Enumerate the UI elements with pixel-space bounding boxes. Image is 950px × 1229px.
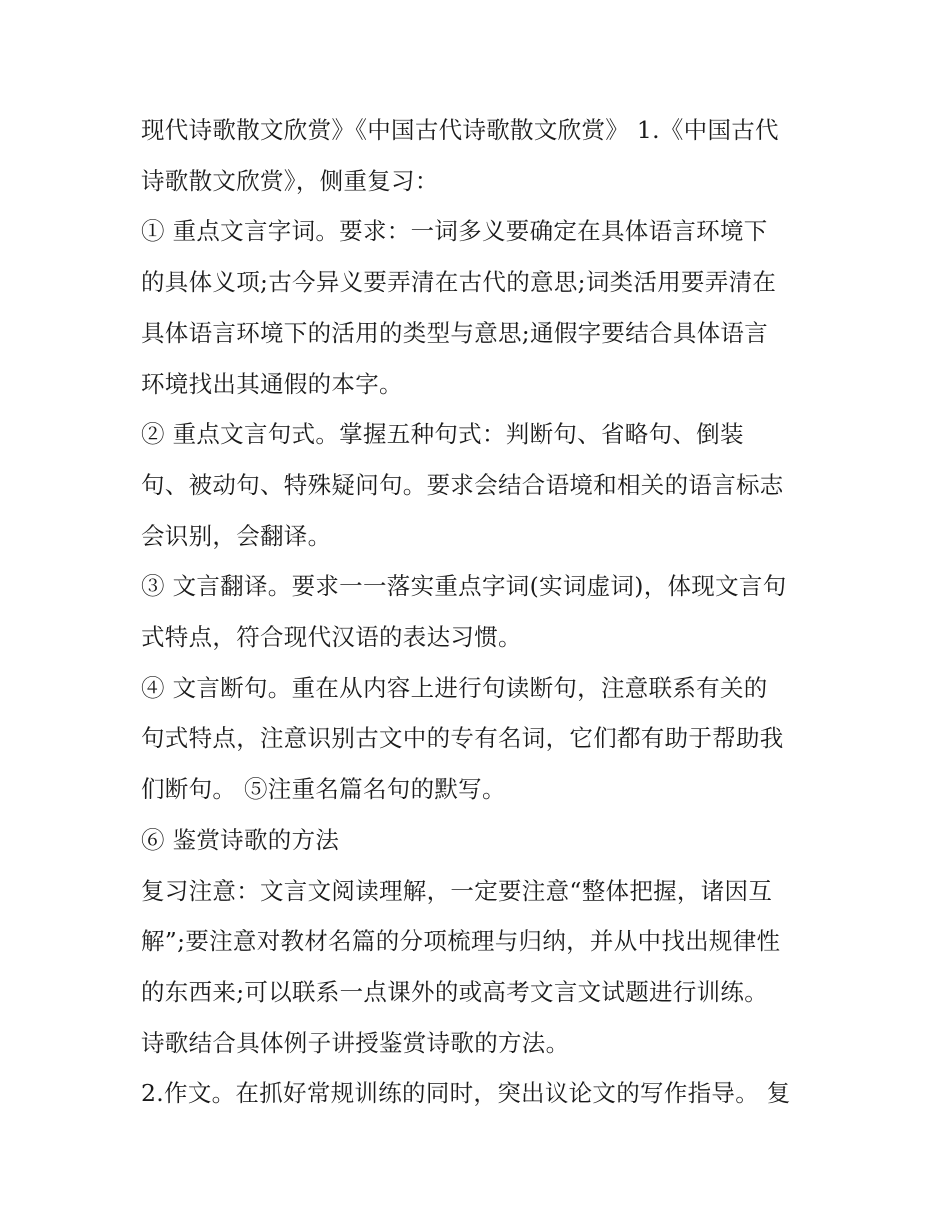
text-line-2: 诗歌散文欣赏》，侧重复习： <box>141 166 439 195</box>
text-line-1: 现代诗歌散文欣赏》《中国古代诗歌散文欣赏》 1.《中国古代 <box>141 116 779 144</box>
text-line-16: 复习注意：文言文阅读理解，一定要注意“整体把握，诸因互 <box>141 876 773 905</box>
text-line-20: 2.作文。在抓好常规训练的同时，突出议论文的写作指导。 复 <box>141 1079 791 1108</box>
text-line-11: 式特点，符合现代汉语的表达习惯。 <box>141 623 522 652</box>
text-line-4: 的具体义项;古今异义要弄清在古代的意思;词类活用要弄清在 <box>141 268 777 297</box>
text-line-7: ② 重点文言句式。掌握五种句式：判断句、省略句、倒装 <box>141 420 744 449</box>
document-body <box>141 105 821 1119</box>
text-line-6: 环境找出其通假的本字。 <box>141 369 403 398</box>
text-line-15: ⑥ 鉴赏诗歌的方法 <box>141 825 340 854</box>
text-line-8: 句、被动句、特殊疑问句。要求会结合语境和相关的语言标志 <box>141 470 784 499</box>
text-line-17: 解”;要注意对教材名篇的分项梳理与归纳，并从中找出规律性 <box>141 927 781 956</box>
text-line-19: 诗歌结合具体例子讲授鉴赏诗歌的方法。 <box>141 1028 570 1057</box>
text-line-3: ① 重点文言字词。要求：一词多义要确定在具体语言环境下 <box>141 217 768 246</box>
text-line-5: 具体语言环境下的活用的类型与意思;通假字要结合具体语言 <box>141 318 769 347</box>
text-line-14: 们断句。 ⑤注重名篇名句的默写。 <box>141 775 506 804</box>
text-line-12: ④ 文言断句。重在从内容上进行句读断句，注意联系有关的 <box>141 673 768 702</box>
text-line-18: 的东西来;可以联系一点课外的或高考文言文试题进行训练。 <box>141 977 769 1006</box>
text-line-9: 会识别，会翻译。 <box>141 521 332 550</box>
text-line-10: ③ 文言翻译。要求一一落实重点字词(实词虚词)，体现文言句 <box>141 572 787 601</box>
text-line-13: 句式特点，注意识别古文中的专有名词，它们都有助于帮助我 <box>141 724 784 753</box>
